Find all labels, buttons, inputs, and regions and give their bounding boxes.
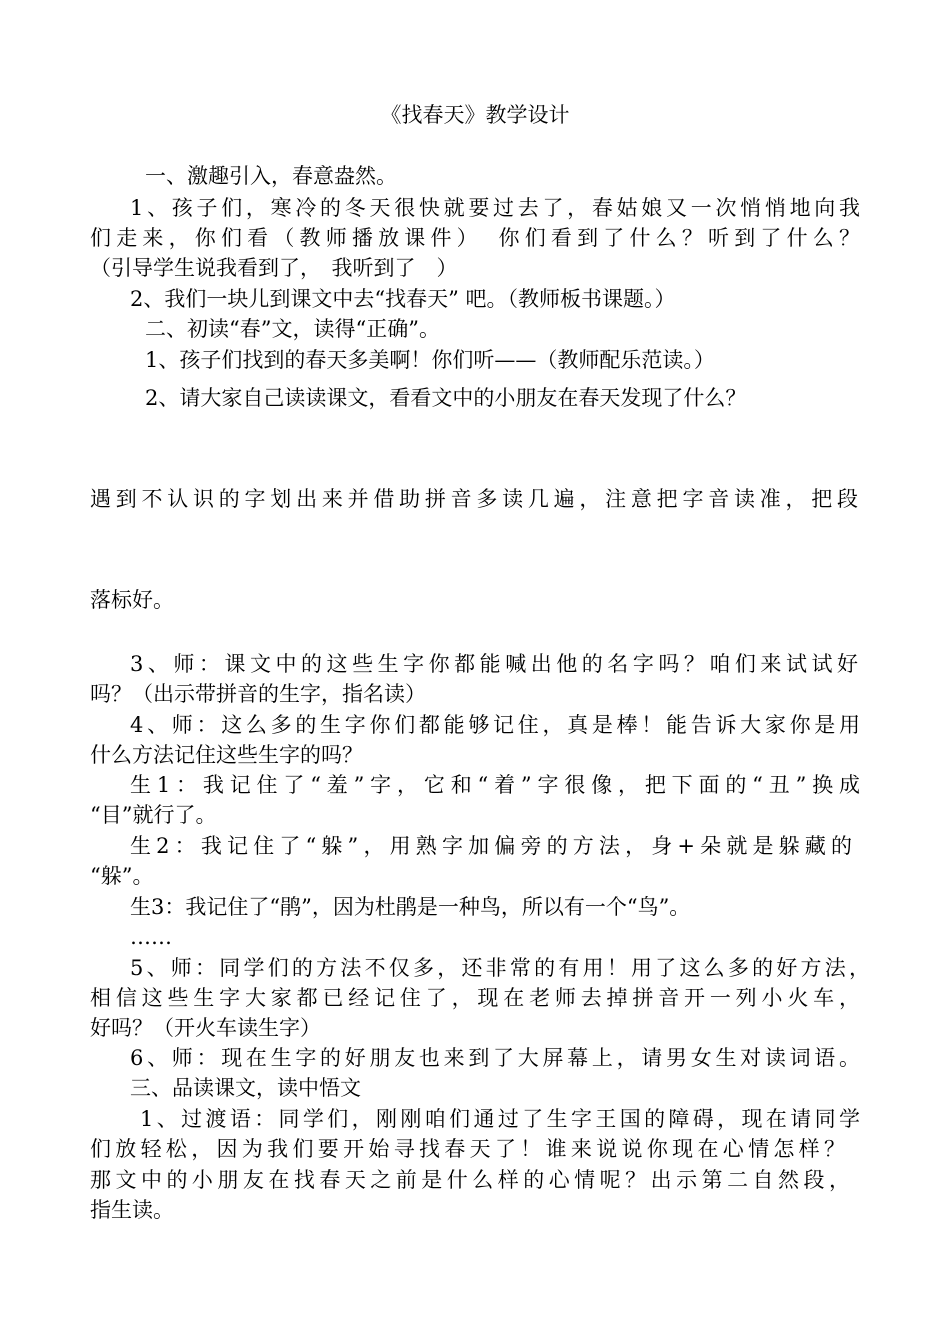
document-title: 《找春天》教学设计 — [380, 103, 570, 127]
paragraph-line: 4、师：这么多的生字你们都能够记住，真是棒！能告诉大家你是用 — [130, 713, 860, 737]
paragraph-line: 1、孩子们，寒冷的冬天很快就要过去了，春姑娘又一次悄悄地向我 — [130, 196, 860, 220]
paragraph-line: 1、过渡语：同学们，刚刚咱们通过了生字王国的障碍，现在请同学 — [140, 1107, 860, 1131]
paragraph-line: 指生读。 — [90, 1198, 174, 1222]
paragraph-line: 5、师：同学们的方法不仅多，还非常的有用！用了这么多的好方法， — [130, 956, 870, 980]
paragraph-line: “躲”。 — [90, 864, 154, 888]
paragraph-line: 们走来，你们看（教师播放课件） 你们看到了什么？听到了什么？ — [90, 226, 860, 250]
paragraph-line: …… — [130, 925, 172, 949]
paragraph-line: 好吗？（开火车读生字） — [90, 1016, 321, 1040]
paragraph-line: 生1：我记住了“羞”字，它和“着”字很像，把下面的“丑”换成 — [130, 773, 860, 797]
paragraph-line: 遇到不认识的字划出来并借助拼音多读几遍，注意把字音读准，把段 — [90, 487, 858, 511]
paragraph-line: 2、我们一块儿到课文中去“找春天” 吧。（教师板书课题。） — [130, 287, 676, 311]
section-heading-3: 三、品读课文，读中悟文 — [130, 1076, 361, 1100]
paragraph-line: 生2：我记住了“躲”，用熟字加偏旁的方法，身+朵就是躲藏的 — [130, 834, 852, 858]
paragraph-line: （引导学生说我看到了， 我听到了 ） — [90, 256, 458, 280]
paragraph-line: 6、师：现在生字的好朋友也来到了大屏幕上，请男女生对读词语。 — [130, 1046, 860, 1070]
section-heading-2: 二、初读“春”文，读得“正确”。 — [145, 317, 440, 341]
paragraph-line: 落标好。 — [90, 588, 174, 612]
paragraph-line: “目”就行了。 — [90, 803, 217, 827]
section-heading-1: 一、激趣引入，春意盎然。 — [145, 164, 397, 188]
paragraph-line: 那文中的小朋友在找春天之前是什么样的心情呢？出示第二自然段， — [90, 1168, 850, 1192]
paragraph-line: 1、孩子们找到的春天多美啊！你们听——（教师配乐范读。） — [145, 348, 715, 372]
paragraph-line: 生3：我记住了“鹃”，因为杜鹃是一种鸟，所以有一个“鸟”。 — [130, 895, 691, 919]
paragraph-line: 吗？（出示带拼音的生字，指名读） — [90, 682, 426, 706]
paragraph-line: 相信这些生字大家都已经记住了，现在老师去掉拼音开一列小火车， — [90, 986, 860, 1010]
paragraph-line: 什么方法记住这些生字的吗？ — [90, 743, 363, 767]
paragraph-line: 们放轻松，因为我们要开始寻找春天了！谁来说说你现在心情怎样？ — [90, 1137, 845, 1161]
paragraph-line: 2、请大家自己读读课文，看看文中的小朋友在春天发现了什么？ — [145, 386, 747, 410]
paragraph-line: 3、师：课文中的这些生字你都能喊出他的名字吗？咱们来试试好 — [130, 652, 858, 676]
